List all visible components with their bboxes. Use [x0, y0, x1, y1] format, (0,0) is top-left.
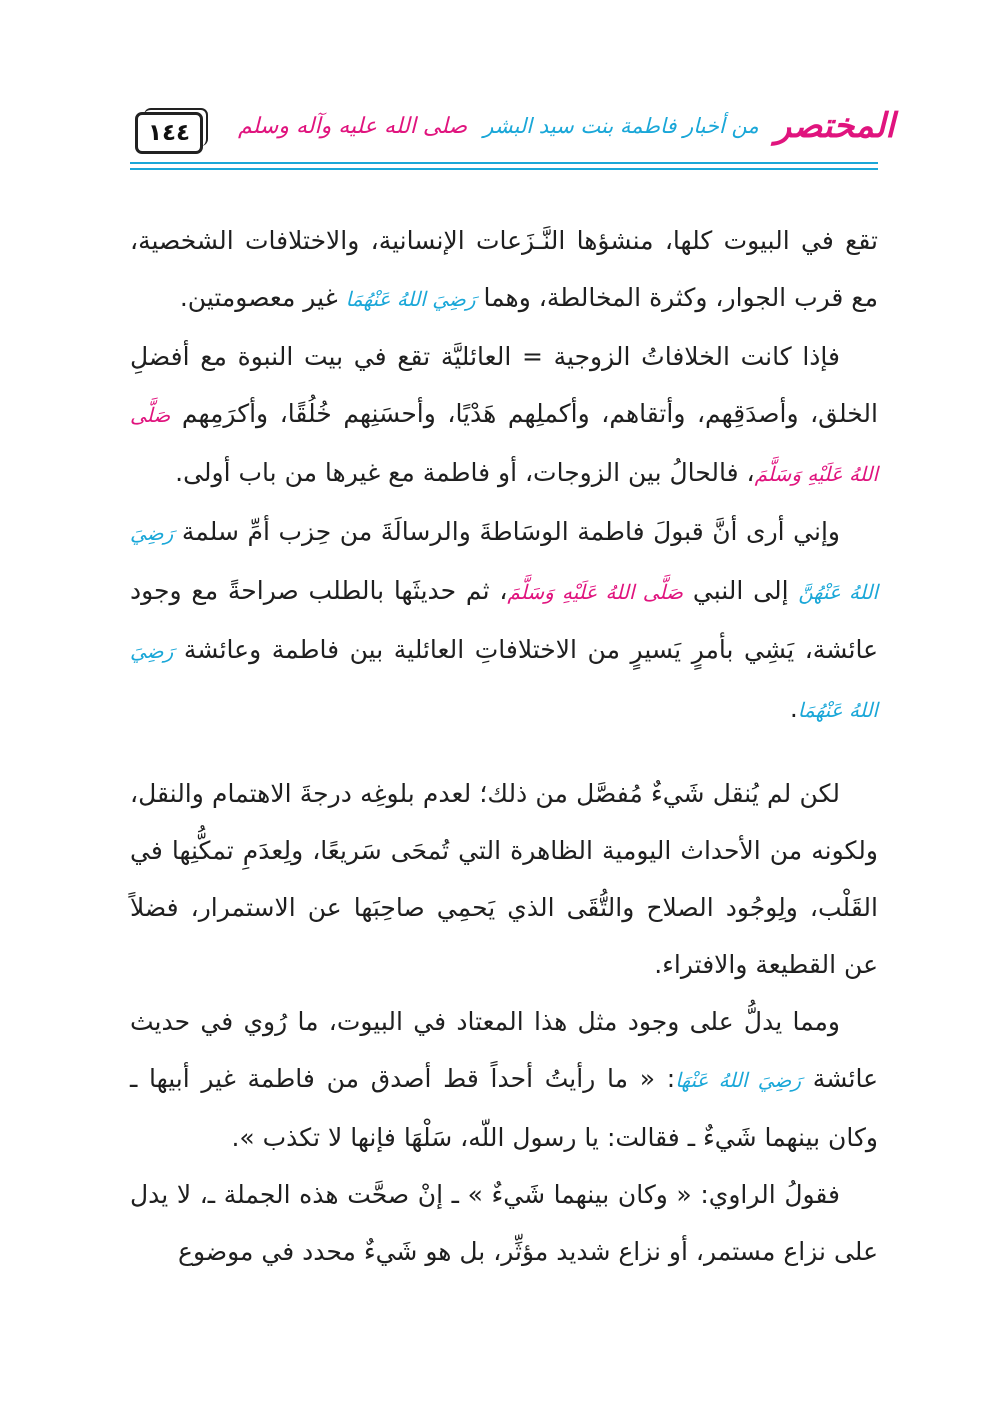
paragraph-3: وإني أرى أنَّ قبولَ فاطمة الوسَاطةَ والرسالَةَ من حِزب أمِّ سلمة رَضِيَ اللهُ عَنْهُنَّ إلى النبي صَلَّى اللهُ عَلَيْهِ وَسَلَّمَ، ثم حديثَها بالطلب صراحةً مع وجود عائشة، يَشِي بأمرٍ يَسيرٍ من الاختلافاتِ العائلية بين فاطمة وعائشة رَضِيَ اللهُ عَنْهُمَا.: [130, 517, 879, 723]
header-title: [238, 92, 895, 160]
honorific: رَضِيَ اللهُ عَنْهَا: [675, 1068, 802, 1092]
honorific: رَضِيَ اللهُ عَنْهُنَّ: [130, 521, 879, 604]
book-title: المختصر: [774, 106, 895, 146]
salawat-calligraphy: صلى الله عليه وآله وسلم: [238, 113, 468, 139]
page-number: ١٤٤: [135, 112, 203, 154]
header-rule: [130, 162, 878, 164]
honorific: رَضِيَ اللهُ عَنْهُمَا: [345, 287, 476, 311]
paragraph-2: فإذا كانت الخلافاتُ الزوجية = العائليَّة تقع في بيت النبوة مع أفضلِ الخلق، وأصدَقِهم، وأتقاهم، وأكملِهم هَدْيًا، وأحسَنِهم خُلُقًا، وأكرَمِهم صَلَّى اللهُ عَلَيْهِ وَسَلَّمَ، فالحالُ بين الزوجات، أو فاطمة مع غيرها من باب أولى.: [130, 342, 878, 487]
book-subtitle: من أخبار فاطمة بنت سيد البشر: [483, 114, 759, 138]
paragraph-5: ومما يدلُّ على وجود مثل هذا المعتاد في البيوت، ما رُوي في حديث عائشة رَضِيَ اللهُ عَنْهَا: « ما رأيتُ أحداً قط أصدق من فاطمة غير أبيها ـ وكان بينهما شَيءٌ ـ فقالت: يا رسول اللّه، سَلْهَا فإنها لا تكذب ».: [130, 1007, 878, 1152]
body-text: [130, 212, 878, 1280]
paragraph-6: فقولُ الراوي: « وكان بينهما شَيءٌ » ـ إنْ صحَّت هذه الجملة ـ، لا يدل على نزاع مستمر، أو نزاع شديد مؤثِّر، بل هو شَيءٌ محدد في موضوع: [130, 1180, 878, 1266]
paragraph-1: تقع في البيوت كلها، منشؤها النَّـزَعات الإنسانية، والاختلافات الشخصية، مع قرب الجوار، وكثرة المخالطة، وهما رَضِيَ اللهُ عَنْهُمَا غير معصومتين.: [130, 226, 878, 312]
honorific: صَلَّى اللهُ عَلَيْهِ وَسَلَّمَ: [507, 580, 684, 604]
paragraph-4: لكن لم يُنقل شَيءٌ مُفصَّل من ذلك؛ لعدم بلوغِه درجةَ الاهتمام والنقل، ولكونه من الأحداث اليومية الظاهرة التي تُمحَى سَريعًا، ولِعدَمِ تمكُّنِها في القَلْب، ولِوجُود الصلاح والتُّقَى الذي يَحمِي صاحِبَها عن الاستمرار، فضلاً عن القطيعة والافتراء.: [130, 779, 878, 979]
honorific: صَلَّى اللهُ عَلَيْهِ وَسَلَّمَ: [130, 403, 878, 486]
header-rule: [130, 168, 878, 170]
honorific: رَضِيَ اللهُ عَنْهُمَا: [130, 639, 878, 722]
page-header: [130, 92, 895, 172]
